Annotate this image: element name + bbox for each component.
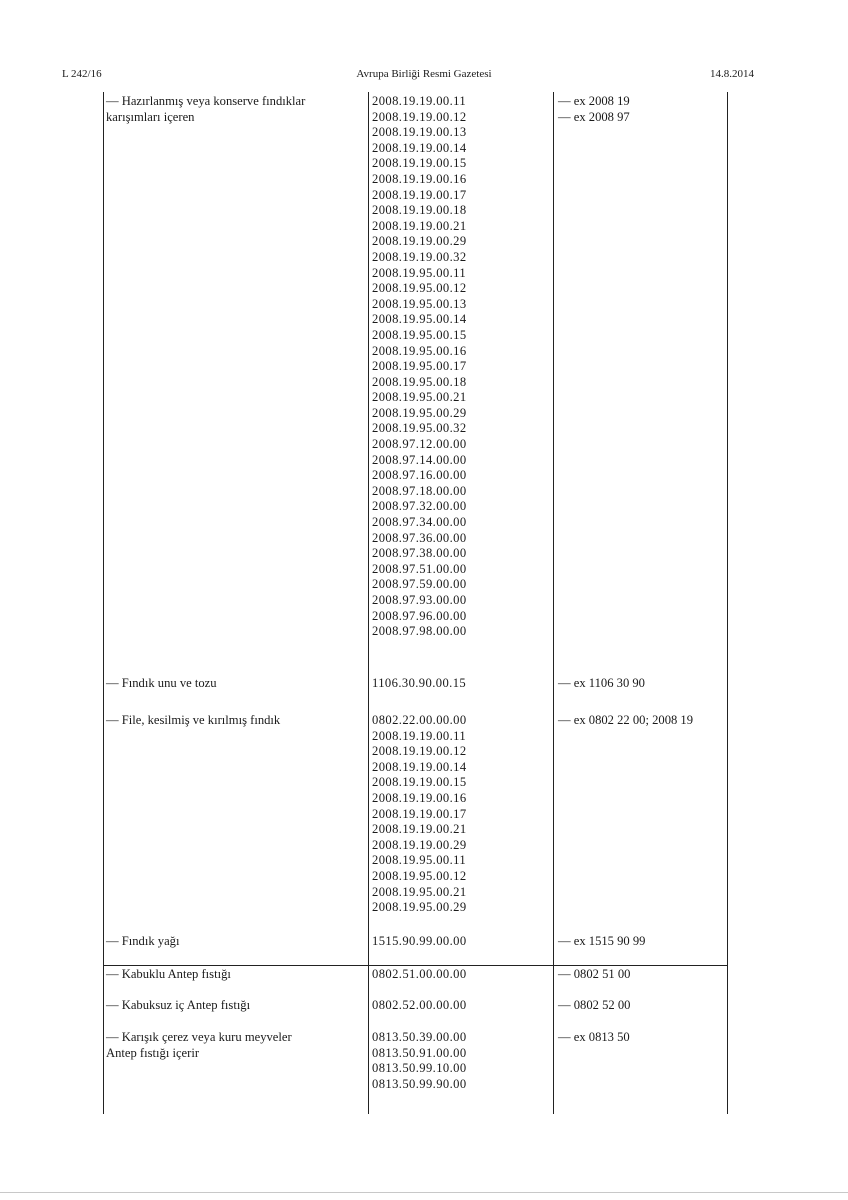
tariff-code: 2008.19.19.00.14: [372, 140, 467, 155]
row-3-codes: [372, 713, 467, 916]
product-description: — Fındık unu ve tozu: [106, 676, 217, 690]
tariff-code: 2008.19.19.00.32: [372, 249, 467, 264]
tariff-code: 1515.90.99.00.00: [372, 934, 467, 948]
tariff-code: 2008.19.95.00.21: [372, 884, 467, 899]
cn-reference: — ex 2008 19: [558, 94, 630, 108]
tariff-code: 2008.19.95.00.16: [372, 343, 467, 358]
tariff-code: 2008.19.19.00.21: [372, 822, 467, 837]
cn-reference: — ex 0813 50: [558, 1030, 630, 1044]
tariff-code: 2008.19.19.00.18: [372, 203, 467, 218]
tariff-code: 2008.19.19.00.17: [372, 806, 467, 821]
tariff-code: 0813.50.39.00.00: [372, 1030, 467, 1044]
tariff-code: 1106.30.90.00.15: [372, 676, 467, 690]
row-5-ref: [558, 967, 630, 983]
row-2-desc: [106, 676, 217, 692]
product-description: — Fındık yağı: [106, 934, 180, 948]
cn-reference: — ex 1515 90 99: [558, 934, 646, 948]
tariff-code: 2008.97.14.00.00: [372, 452, 467, 467]
row-3-desc: [106, 713, 280, 729]
page-number-label: L 242/16: [62, 68, 102, 80]
tariff-code: 2008.19.19.00.14: [372, 759, 467, 774]
row-6-ref: [558, 998, 630, 1014]
tariff-code: 2008.19.19.00.11: [372, 94, 467, 108]
tariff-code: 2008.97.96.00.00: [372, 608, 467, 623]
table-section-divider: [103, 965, 728, 966]
tariff-code: 2008.97.98.00.00: [372, 624, 467, 639]
tariff-code: 2008.97.36.00.00: [372, 530, 467, 545]
row-7-desc: [106, 1030, 292, 1061]
product-description: — File, kesilmiş ve kırılmış fındık: [106, 713, 281, 727]
journal-title: Avrupa Birliği Resmi Gazetesi: [356, 68, 492, 80]
row-4-desc: [106, 934, 179, 950]
tariff-code: 2008.19.95.00.29: [372, 405, 467, 420]
tariff-code: 2008.19.95.00.12: [372, 281, 467, 296]
cn-reference: — 0802 51 00: [558, 967, 631, 981]
row-6-codes: [372, 998, 467, 1014]
row-7-codes: [372, 1030, 467, 1092]
table-right-border: [727, 92, 728, 1114]
table-left-border: [103, 92, 104, 1114]
tariff-code: 2008.19.95.00.21: [372, 390, 467, 405]
row-2-ref: [558, 676, 645, 692]
row-6-desc: [106, 998, 250, 1014]
row-5-codes: [372, 967, 467, 983]
cn-reference: — ex 0802 22 00; 2008 19: [558, 713, 694, 727]
row-1-ref: [558, 94, 630, 125]
tariff-code: 2008.19.19.00.17: [372, 187, 467, 202]
tariff-code: 0813.50.99.90.00: [372, 1076, 467, 1091]
tariff-code: 2008.19.19.00.29: [372, 234, 467, 249]
product-description: — Kabuklu Antep fıstığı: [106, 967, 231, 981]
tariff-code: 2008.19.19.00.12: [372, 744, 467, 759]
table-column-divider-2: [553, 92, 554, 1114]
tariff-code: 2008.19.19.00.16: [372, 790, 467, 805]
tariff-code: 2008.19.19.00.11: [372, 728, 467, 743]
cn-reference: — 0802 52 00: [558, 998, 631, 1012]
tariff-code: 2008.19.19.00.15: [372, 775, 467, 790]
tariff-code: 2008.97.59.00.00: [372, 577, 467, 592]
tariff-code: 2008.97.51.00.00: [372, 561, 467, 576]
tariff-code: 2008.19.95.00.29: [372, 900, 467, 915]
tariff-code: 2008.97.34.00.00: [372, 515, 467, 530]
tariff-code: 2008.19.19.00.12: [372, 109, 467, 124]
tariff-code: 0802.51.00.00.00: [372, 967, 467, 981]
row-2-codes: [372, 676, 466, 692]
tariff-code: 0813.50.99.10.00: [372, 1061, 467, 1076]
tariff-code: 2008.19.19.00.29: [372, 837, 467, 852]
tariff-code: 2008.97.93.00.00: [372, 593, 467, 607]
tariff-code: 2008.19.19.00.16: [372, 171, 467, 186]
product-description: karışımları içeren: [106, 109, 195, 124]
tariff-code: 0802.22.00.00.00: [372, 713, 467, 727]
tariff-code: 2008.19.19.00.15: [372, 156, 467, 171]
product-description: Antep fıstığı içerir: [106, 1045, 200, 1060]
tariff-code: 2008.97.32.00.00: [372, 499, 467, 514]
row-1-codes: [372, 94, 467, 640]
tariff-code: 2008.97.16.00.00: [372, 468, 467, 483]
tariff-code: 2008.97.18.00.00: [372, 483, 467, 498]
tariff-code: 2008.97.12.00.00: [372, 437, 467, 452]
row-5-desc: [106, 967, 231, 983]
tariff-code: 0802.52.00.00.00: [372, 998, 467, 1012]
row-4-ref: [558, 934, 645, 950]
publication-date: 14.8.2014: [710, 68, 754, 80]
product-description: — Karışık çerez veya kuru meyveler: [106, 1030, 292, 1044]
row-4-codes: [372, 934, 467, 950]
tariff-code: 2008.19.95.00.18: [372, 374, 467, 389]
scan-edge-line: [0, 1192, 848, 1193]
table-column-divider-1: [368, 92, 369, 1114]
tariff-code: 2008.19.95.00.17: [372, 359, 467, 374]
tariff-code: 2008.19.95.00.11: [372, 853, 467, 868]
tariff-code: 2008.19.95.00.32: [372, 421, 467, 436]
tariff-code: 2008.97.38.00.00: [372, 546, 467, 561]
tariff-code: 2008.19.95.00.12: [372, 868, 467, 883]
product-description: — Kabuksuz iç Antep fıstığı: [106, 998, 251, 1012]
tariff-code: 2008.19.95.00.14: [372, 312, 467, 327]
row-3-ref: [558, 713, 693, 729]
tariff-code: 2008.19.95.00.13: [372, 296, 467, 311]
row-1-desc: [106, 94, 305, 125]
cn-reference: — ex 1106 30 90: [558, 676, 645, 690]
cn-reference: — ex 2008 97: [558, 109, 630, 124]
product-description: — Hazırlanmış veya konserve fındıklar: [106, 94, 306, 108]
tariff-code: 2008.19.19.00.21: [372, 218, 467, 233]
row-7-ref: [558, 1030, 630, 1046]
tariff-code: 2008.19.95.00.11: [372, 265, 467, 280]
tariff-code: 0813.50.91.00.00: [372, 1045, 467, 1060]
tariff-code: 2008.19.19.00.13: [372, 125, 467, 140]
tariff-code: 2008.19.95.00.15: [372, 327, 467, 342]
